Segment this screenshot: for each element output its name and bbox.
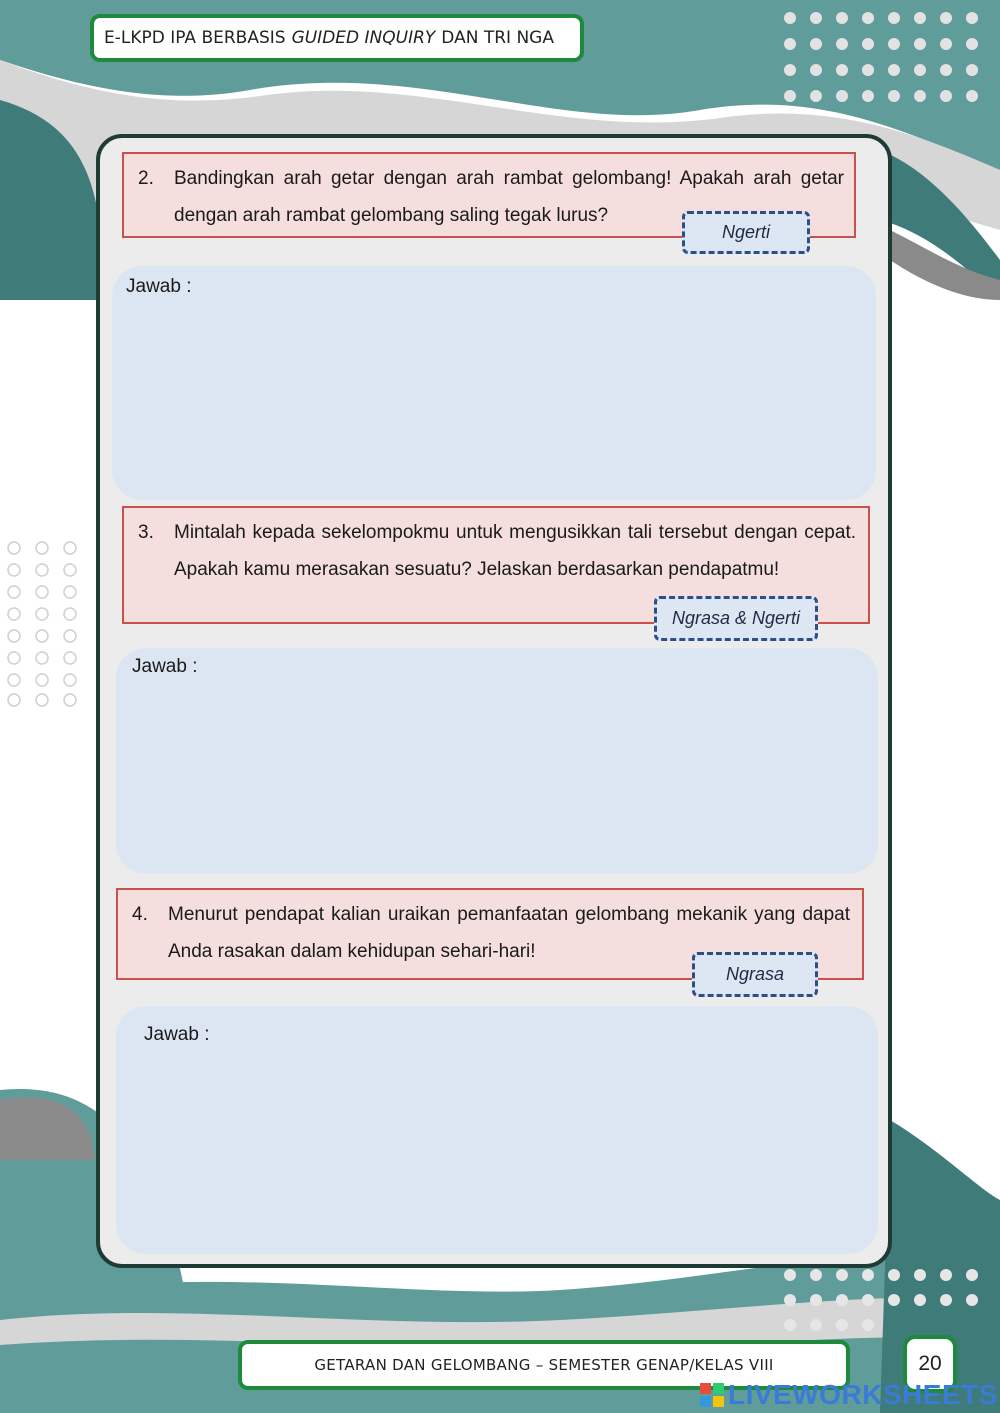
page-number: 20 xyxy=(918,1352,942,1375)
question-number: 2. xyxy=(138,168,154,189)
question-text: Mintalah kepada sekelompokmu untuk mengusikkan tali tersebut dengan cepat. Apakah kamu merasakan sesuatu? Jelaskan berdasarkan pendapatmu! xyxy=(174,522,856,580)
answer-label: Jawab : xyxy=(132,656,198,677)
question-text: Menurut pendapat kalian uraikan pemanfaatan gelombang mekanik yang dapat Anda rasakan dalam kehidupan sehari-hari! xyxy=(168,904,850,962)
question-number: 3. xyxy=(138,522,154,543)
header-suffix: DAN TRI NGA xyxy=(441,28,554,48)
header-italic: GUIDED INQUIRY xyxy=(291,28,436,48)
footer-title: GETARAN DAN GELOMBANG – SEMESTER GENAP/KELAS VIII xyxy=(314,1356,774,1374)
liveworksheets-watermark[interactable] xyxy=(700,1378,998,1412)
skill-tag: Ngerti xyxy=(682,211,810,254)
watermark-text: LIVEWORKSHEETS xyxy=(728,1379,998,1410)
worksheet-header xyxy=(90,14,584,62)
answer-area-2[interactable] xyxy=(112,266,876,500)
skill-tag: Ngrasa xyxy=(692,952,818,997)
header-prefix: E-LKPD IPA BERBASIS xyxy=(104,28,286,48)
question-text: Bandingkan arah getar dengan arah rambat gelombang! Apakah arah getar dengan arah rambat gelombang saling tegak lurus? xyxy=(174,168,844,226)
question-number: 4. xyxy=(132,904,148,925)
liveworksheets-logo-icon xyxy=(700,1383,724,1407)
skill-tag: Ngrasa & Ngerti xyxy=(654,596,818,641)
answer-area-4[interactable] xyxy=(116,1006,878,1254)
answer-area-3[interactable] xyxy=(116,648,878,874)
answer-label: Jawab : xyxy=(144,1024,210,1045)
answer-label: Jawab : xyxy=(126,276,192,297)
